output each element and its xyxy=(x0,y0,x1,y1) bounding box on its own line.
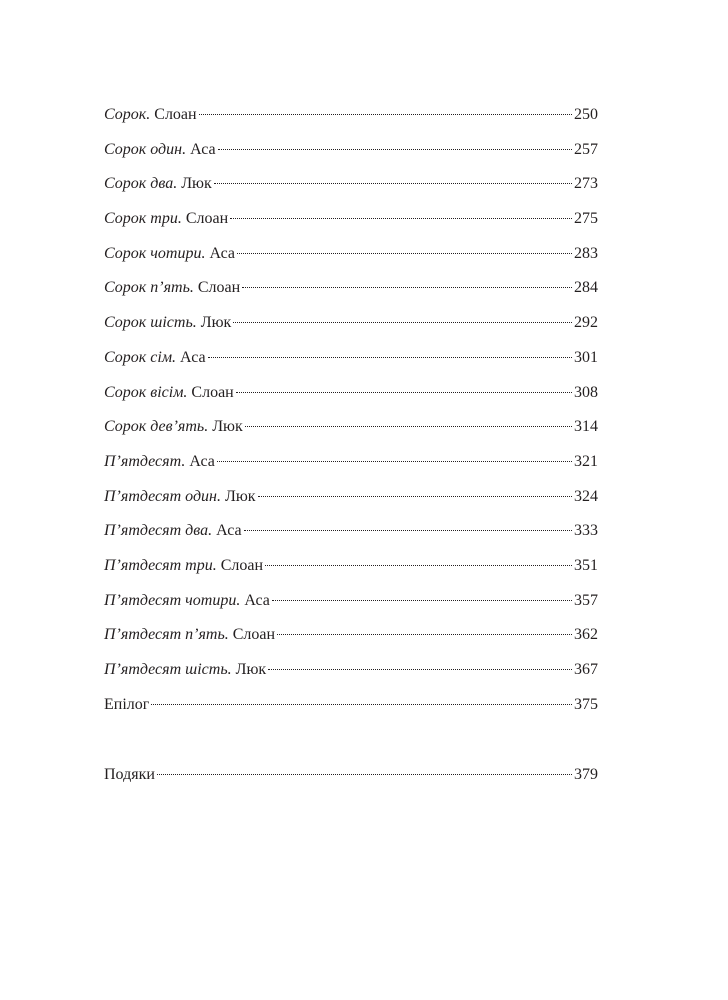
chapter-narrator: Слоан xyxy=(185,210,229,228)
toc-entry-epilogue[interactable] xyxy=(104,695,598,730)
chapter-number: Сорок три. xyxy=(104,210,182,228)
dot-leader xyxy=(217,461,572,462)
chapter-narrator: Аса xyxy=(244,591,270,609)
chapter-title xyxy=(104,140,216,160)
dot-leader xyxy=(242,287,572,288)
page-number: 273 xyxy=(574,175,598,193)
dot-leader xyxy=(258,496,572,497)
page-number: 362 xyxy=(574,626,598,644)
toc-entry[interactable] xyxy=(104,660,598,695)
toc-entry[interactable] xyxy=(104,244,598,279)
chapter-narrator: Люк xyxy=(235,661,267,678)
chapter-narrator: Слоан xyxy=(154,106,197,123)
chapter-title xyxy=(104,244,235,264)
toc-entry[interactable] xyxy=(104,417,598,452)
chapter-narrator: Люк xyxy=(200,314,232,332)
chapter-title xyxy=(104,452,215,472)
chapter-number: Сорок один. xyxy=(104,140,187,158)
chapter-number: Сорок шість. xyxy=(104,314,197,332)
chapter-title xyxy=(104,105,197,125)
chapter-title xyxy=(104,417,243,437)
dot-leader xyxy=(272,600,572,601)
chapter-narrator: Слоан xyxy=(191,383,234,401)
chapter-number: Сорок сім. xyxy=(104,348,177,366)
dot-leader xyxy=(277,634,572,635)
dot-leader xyxy=(214,183,572,184)
toc-entry[interactable] xyxy=(104,209,598,244)
chapter-title xyxy=(104,383,234,403)
chapter-number: Сорок п’ять. xyxy=(104,279,194,297)
dot-leader xyxy=(265,565,572,566)
chapter-number: Сорок. xyxy=(104,106,151,123)
page-number: 357 xyxy=(574,591,598,609)
chapter-number: Сорок дев’ять. xyxy=(104,418,209,436)
toc-entry-acknowledgements[interactable] xyxy=(104,765,598,800)
chapter-title xyxy=(104,625,275,645)
epilogue-label: Епілог xyxy=(104,695,150,713)
toc-entry[interactable] xyxy=(104,625,598,660)
dot-leader xyxy=(236,392,572,393)
chapter-narrator: Аса xyxy=(189,452,215,470)
dot-leader xyxy=(268,669,572,670)
toc-entry[interactable] xyxy=(104,452,598,487)
toc-entry[interactable] xyxy=(104,591,598,626)
chapter-number: П’ятдесят шість. xyxy=(104,661,232,678)
chapter-number: Сорок чотири. xyxy=(104,244,206,262)
chapter-title xyxy=(104,591,270,611)
dot-leader xyxy=(208,357,572,358)
dot-leader xyxy=(230,218,572,219)
page-number: 333 xyxy=(574,522,598,540)
dot-leader xyxy=(244,530,572,531)
chapter-title xyxy=(104,521,242,541)
chapter-number: Сорок два. xyxy=(104,175,178,193)
toc-entry[interactable] xyxy=(104,140,598,175)
toc-entry[interactable] xyxy=(104,348,598,383)
page-number: 308 xyxy=(574,383,598,401)
page-number: 321 xyxy=(574,452,598,470)
chapter-narrator: Слоан xyxy=(197,279,241,297)
toc-entry[interactable] xyxy=(104,105,598,140)
chapter-number: П’ятдесят два. xyxy=(104,522,213,540)
dot-leader xyxy=(157,774,572,775)
toc-entry[interactable] xyxy=(104,556,598,591)
dot-leader xyxy=(199,114,572,115)
chapter-narrator: Аса xyxy=(190,140,216,158)
dot-leader xyxy=(151,704,572,705)
chapter-number: П’ятдесят один. xyxy=(104,487,221,505)
table-of-contents xyxy=(104,105,598,800)
page-number: 275 xyxy=(574,210,598,228)
chapter-title xyxy=(104,174,212,194)
toc-entry[interactable] xyxy=(104,174,598,209)
page-number: 292 xyxy=(574,314,598,332)
page-number: 351 xyxy=(574,556,598,574)
chapter-title xyxy=(104,487,256,507)
chapter-narrator: Слоан xyxy=(232,626,276,644)
acknowledgements-label: Подяки xyxy=(104,766,155,784)
toc-entry[interactable] xyxy=(104,313,598,348)
dot-leader xyxy=(245,426,572,427)
chapter-narrator: Аса xyxy=(209,244,236,262)
chapter-number: П’ятдесят. xyxy=(104,452,186,470)
page-number: 314 xyxy=(574,418,598,436)
page-number: 250 xyxy=(574,106,598,123)
page-number: 257 xyxy=(574,140,598,158)
chapter-number: Сорок вісім. xyxy=(104,383,188,401)
chapter-narrator: Люк xyxy=(224,487,256,505)
chapter-narrator: Люк xyxy=(181,175,212,193)
toc-entry[interactable] xyxy=(104,278,598,313)
page-number: 284 xyxy=(574,279,598,297)
toc-entry[interactable] xyxy=(104,487,598,522)
dot-leader xyxy=(218,149,572,150)
chapter-title xyxy=(104,348,206,368)
page-number: 301 xyxy=(574,348,598,366)
chapter-narrator: Слоан xyxy=(220,556,264,574)
chapter-title xyxy=(104,209,228,229)
chapter-number: П’ятдесят п’ять. xyxy=(104,626,229,644)
chapter-title xyxy=(104,278,240,298)
page-number: 324 xyxy=(574,487,598,505)
toc-entry[interactable] xyxy=(104,521,598,556)
chapter-title xyxy=(104,313,231,333)
page-number: 367 xyxy=(574,661,598,678)
dot-leader xyxy=(233,322,572,323)
page-number: 375 xyxy=(574,695,598,713)
chapter-narrator: Люк xyxy=(212,418,243,436)
chapter-number: П’ятдесят три. xyxy=(104,556,217,574)
chapter-narrator: Аса xyxy=(180,348,206,366)
dot-leader xyxy=(237,253,572,254)
page-number: 283 xyxy=(574,244,598,262)
chapter-number: П’ятдесят чотири. xyxy=(104,591,241,609)
page-number: 379 xyxy=(574,766,598,784)
chapter-title xyxy=(104,660,266,680)
toc-entry[interactable] xyxy=(104,383,598,418)
chapter-narrator: Аса xyxy=(216,522,242,540)
chapter-title xyxy=(104,556,263,576)
